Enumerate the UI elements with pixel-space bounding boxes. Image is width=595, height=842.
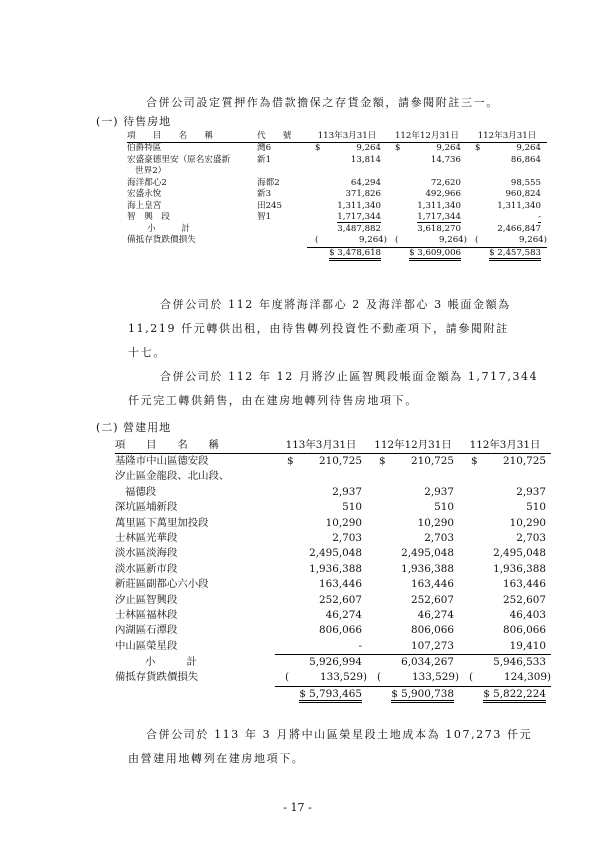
- construction-land-table: [115, 438, 551, 702]
- cell-c1: [307, 201, 387, 213]
- value: 3,618,270: [417, 223, 461, 234]
- cell-c2: [367, 593, 459, 608]
- value: 252,607: [319, 593, 362, 606]
- value: $ 5,822,224: [483, 688, 546, 703]
- cell-c1: [275, 485, 367, 500]
- value: 86,864: [510, 154, 541, 165]
- cell-c1: [275, 655, 367, 671]
- cell-c1: [275, 639, 367, 655]
- cell-c2: [387, 155, 467, 167]
- row-code: 新3: [257, 189, 272, 199]
- value: 2,703: [516, 531, 546, 544]
- close-paren: ): [543, 235, 547, 245]
- row-name: [127, 247, 257, 259]
- cell-c2: [387, 224, 467, 236]
- value: 806,066: [411, 624, 454, 637]
- cell-c3: [459, 562, 551, 577]
- value: 2,703: [332, 531, 362, 544]
- currency-symbol: $: [287, 455, 294, 467]
- table-row: [115, 593, 551, 608]
- cell-c2: [367, 686, 459, 702]
- cell-c1: [307, 212, 387, 224]
- row-name: 伯爵特區: [127, 143, 162, 153]
- value: 98,555: [510, 177, 541, 188]
- cell-c3: [459, 593, 551, 608]
- table-row: [127, 178, 547, 190]
- cell-c2: [367, 516, 459, 531]
- cell-c1: [275, 469, 367, 484]
- value: 2,937: [332, 485, 362, 498]
- row-name: 福德段: [125, 485, 157, 498]
- row-name: 備抵存貨跌價損失: [115, 671, 199, 684]
- intro-paragraph: 合併公司設定質押作為借款擔保之存貨金額，請參閱附註三一。: [146, 96, 499, 109]
- value: 163,446: [411, 578, 454, 591]
- value: 1,936,388: [309, 562, 362, 575]
- cell-c1: [307, 166, 387, 178]
- cell-c3: [459, 469, 551, 484]
- paragraph-2-line-2: 11,219 仟元轉供出租，由待售轉列投資性不動產項下，請參閱附註: [128, 322, 509, 335]
- value: 10,290: [417, 516, 454, 529]
- row-name: 士林區光華段: [115, 531, 178, 544]
- cell-c2: [387, 247, 467, 259]
- cell-c2: [387, 178, 467, 190]
- row-code: 智1: [257, 212, 272, 222]
- row-name: 淡水區新市段: [115, 562, 178, 575]
- cell-c3: [467, 201, 547, 213]
- currency-symbol: $: [315, 143, 321, 153]
- value: 492,966: [425, 189, 461, 199]
- value: 371,826: [345, 189, 381, 199]
- col-header-c1: 113年3月31日: [307, 130, 387, 143]
- value: 1,936,388: [493, 562, 546, 575]
- paragraph-2-line-1: 合併公司於 112 年度將海洋都心 2 及海洋都心 3 帳面金額為: [160, 298, 511, 311]
- paragraph-4-line-1: 合併公司於 113 年 3 月將中山區榮星段土地成本為 107,273 仟元: [146, 728, 533, 741]
- table-row: [115, 500, 551, 515]
- value: 210,725: [319, 455, 362, 467]
- cell-c2: [387, 201, 467, 213]
- col-header-c3: 112年3月31日: [467, 130, 547, 143]
- cell-c1: [307, 235, 387, 247]
- value: 806,066: [319, 624, 362, 637]
- value: -: [538, 212, 541, 222]
- value: 9,264: [436, 143, 461, 153]
- close-paren: ): [383, 235, 387, 245]
- table-row: [115, 639, 551, 655]
- cell-c3: [459, 531, 551, 546]
- table-row: [127, 212, 547, 224]
- cell-c3: [459, 686, 551, 702]
- paragraph-3-line-1: 合併公司於 112 年 12 月將汐止區智興段帳面金額為 1,717,344: [160, 370, 539, 383]
- value: 510: [526, 501, 546, 514]
- value: 14,736: [430, 154, 461, 165]
- col-header-name: 項 目 名 稱: [127, 130, 257, 143]
- value: $ 5,900,738: [391, 688, 454, 703]
- cell-c3: [459, 500, 551, 515]
- value: 2,703: [424, 531, 454, 544]
- open-paren: (: [395, 235, 399, 245]
- row-code: 新1: [257, 154, 272, 165]
- row-code: 海都2: [257, 177, 280, 188]
- table-header-row: [115, 438, 551, 454]
- value: 1,311,340: [417, 200, 461, 211]
- value: 9,264: [516, 143, 541, 153]
- close-paren: ): [463, 235, 467, 245]
- table-row: [115, 469, 551, 484]
- value: $ 2,457,583: [489, 248, 541, 261]
- value: $ 5,793,465: [299, 688, 362, 703]
- cell-c1: [275, 546, 367, 561]
- held-for-sale-table: [127, 130, 547, 259]
- value: 2,495,048: [401, 547, 454, 560]
- cell-c3: [459, 546, 551, 561]
- col-header-name: 項 目 名 稱: [115, 438, 275, 454]
- value: $ 3,609,006: [409, 248, 461, 261]
- paragraph-4-line-2: 由營建用地轉列在建房地項下。: [128, 752, 305, 765]
- cell-c3: [467, 166, 547, 178]
- row-name: 小 計: [147, 223, 190, 234]
- col-header-c3: 112年3月31日: [459, 438, 551, 454]
- cell-c3: [467, 143, 547, 155]
- cell-c2: [387, 143, 467, 155]
- cell-c3: [467, 189, 547, 201]
- value: 10,290: [325, 516, 362, 529]
- row-name: 小 計: [145, 655, 197, 668]
- cell-c1: [307, 178, 387, 190]
- open-paren: (: [285, 671, 290, 684]
- page-number: - 17 -: [283, 801, 312, 814]
- table-row: [115, 485, 551, 500]
- row-name: 中山區榮星段: [115, 639, 178, 652]
- row-name: 海洋都心2: [127, 177, 167, 188]
- value: 1,717,344: [417, 212, 461, 222]
- value: 46,274: [325, 608, 362, 621]
- row-name: 智 興 段: [127, 212, 170, 222]
- value: 252,607: [411, 593, 454, 606]
- row-name: 備抵存貨跌價損失: [127, 235, 196, 245]
- value: -: [358, 639, 362, 652]
- value: 1,311,340: [337, 200, 381, 211]
- row-name: 宏盛永悅: [127, 189, 162, 199]
- value: 3,487,882: [337, 223, 381, 234]
- close-paren: ): [454, 671, 459, 684]
- table-row: [115, 531, 551, 546]
- value: 19,410: [509, 639, 546, 652]
- open-paren: (: [315, 235, 319, 245]
- value: 2,937: [424, 485, 454, 498]
- cell-c3: [459, 608, 551, 623]
- value: $ 3,478,618: [329, 248, 381, 261]
- table-row: [115, 562, 551, 577]
- col-header-c2: 112年12月31日: [367, 438, 459, 454]
- close-paren: ): [362, 671, 367, 684]
- cell-c3: [459, 454, 551, 470]
- value: 9,264: [519, 235, 544, 245]
- paragraph-2-line-3: 十七。: [128, 346, 166, 359]
- value: 2,495,048: [309, 547, 362, 560]
- row-name: [115, 686, 275, 702]
- value: 210,725: [411, 455, 454, 467]
- value: 133,529: [411, 671, 455, 684]
- col-header-c2: 112年12月31日: [387, 130, 467, 143]
- cell-c2: [367, 454, 459, 470]
- row-name: 萬里區下萬里加投段: [115, 516, 209, 529]
- value: 1,717,344: [337, 212, 381, 222]
- table-row: [127, 224, 547, 236]
- value: 2,937: [516, 485, 546, 498]
- cell-c3: [467, 178, 547, 190]
- value: 64,294: [350, 177, 381, 188]
- table-row: [115, 454, 551, 470]
- cell-c2: [387, 189, 467, 201]
- value: 13,814: [350, 154, 381, 165]
- open-paren: (: [475, 235, 479, 245]
- cell-c1: [275, 500, 367, 515]
- value: 5,926,994: [309, 656, 362, 669]
- cell-c2: [387, 166, 467, 178]
- cell-c1: [275, 562, 367, 577]
- row-name: 汐止區智興段: [115, 593, 178, 606]
- cell-c1: [307, 189, 387, 201]
- value: 9,264: [439, 235, 464, 245]
- cell-c1: [275, 454, 367, 470]
- cell-c3: [459, 516, 551, 531]
- row-code: [257, 247, 307, 259]
- value: 10,290: [509, 516, 546, 529]
- cell-c3: [467, 247, 547, 259]
- value: 9,264: [356, 143, 381, 153]
- cell-c3: [459, 623, 551, 638]
- table-row: [127, 143, 547, 155]
- cell-c1: [275, 686, 367, 702]
- cell-c1: [275, 623, 367, 638]
- value: 163,446: [503, 578, 546, 591]
- value: 133,529: [319, 671, 363, 684]
- cell-c3: [459, 577, 551, 592]
- open-paren: (: [377, 671, 382, 684]
- row-name: 基隆市中山區德安段: [115, 455, 209, 467]
- paragraph-3-line-2: 仟元完工轉供銷售，由在建房地轉列待售房地項下。: [128, 394, 418, 407]
- table-row: [127, 247, 547, 259]
- cell-c2: [387, 235, 467, 247]
- cell-c1: [275, 593, 367, 608]
- value: 6,034,267: [401, 656, 454, 669]
- row-name: 世界2）: [135, 166, 167, 176]
- cell-c1: [275, 608, 367, 623]
- cell-c1: [275, 531, 367, 546]
- row-code: [257, 166, 307, 178]
- row-name: 海上皇宮: [127, 200, 162, 211]
- cell-c2: [367, 531, 459, 546]
- cell-c1: [307, 224, 387, 236]
- currency-symbol: $: [379, 455, 386, 467]
- row-name: 內湖區石潭段: [115, 624, 178, 637]
- currency-symbol: $: [395, 143, 401, 153]
- cell-c1: [275, 670, 367, 686]
- value: 9,264: [359, 235, 384, 245]
- value: 5,946,533: [493, 656, 546, 669]
- value: 210,725: [503, 455, 546, 467]
- value: 806,066: [503, 624, 546, 637]
- row-name: 宏盛豪德里安（原名宏盛新: [127, 154, 231, 165]
- table-row: [127, 235, 547, 247]
- cell-c1: [307, 143, 387, 155]
- value: 124,309: [503, 671, 547, 684]
- col-header-c1: 113年3月31日: [275, 438, 367, 454]
- row-code: 灣6: [257, 143, 272, 153]
- value: 72,620: [430, 177, 461, 188]
- table-row: [127, 201, 547, 213]
- row-name: 新莊區副都心六小段: [115, 578, 209, 591]
- cell-c2: [367, 469, 459, 484]
- table-row: [115, 608, 551, 623]
- table-row: [115, 546, 551, 561]
- col-header-code: 代 號: [257, 130, 307, 143]
- cell-c2: [367, 485, 459, 500]
- table-row: [115, 670, 551, 686]
- table-header-row: [127, 130, 547, 143]
- cell-c3: [459, 670, 551, 686]
- value: 1,311,340: [497, 200, 541, 211]
- table-row: [115, 516, 551, 531]
- table-row: [115, 577, 551, 592]
- value: 163,446: [319, 578, 362, 591]
- row-code: [257, 235, 307, 247]
- row-name: 深坑區埔新段: [115, 501, 178, 514]
- cell-c2: [387, 212, 467, 224]
- row-code: [257, 224, 307, 236]
- cell-c1: [275, 577, 367, 592]
- cell-c1: [307, 247, 387, 259]
- cell-c2: [367, 546, 459, 561]
- table-row: [115, 623, 551, 638]
- cell-c2: [367, 655, 459, 671]
- cell-c2: [367, 500, 459, 515]
- value: 2,495,048: [493, 547, 546, 560]
- cell-c2: [367, 562, 459, 577]
- value: 107,273: [411, 639, 454, 652]
- value: 252,607: [503, 593, 546, 606]
- section1-heading: (一) 待售房地: [96, 115, 172, 128]
- cell-c3: [459, 639, 551, 655]
- currency-symbol: $: [471, 455, 478, 467]
- cell-c2: [367, 639, 459, 655]
- cell-c3: [467, 155, 547, 167]
- cell-c2: [367, 577, 459, 592]
- section2-heading: (二) 營建用地: [96, 421, 172, 434]
- row-name: 士林區福林段: [115, 608, 178, 621]
- cell-c1: [307, 155, 387, 167]
- table-row: [115, 686, 551, 702]
- row-code: 田245: [257, 200, 282, 211]
- value: 46,403: [509, 608, 546, 621]
- value: 46,274: [417, 608, 454, 621]
- row-name: 淡水區淡海段: [115, 547, 178, 560]
- open-paren: (: [469, 671, 474, 684]
- close-paren: ): [546, 671, 551, 684]
- cell-c3: [459, 485, 551, 500]
- cell-c2: [367, 623, 459, 638]
- cell-c3: [467, 224, 547, 236]
- cell-c2: [367, 608, 459, 623]
- value: 510: [342, 501, 362, 514]
- row-name: 汐止區金龍段、北山段、: [115, 470, 230, 483]
- value: 960,824: [505, 189, 541, 199]
- currency-symbol: $: [475, 143, 481, 153]
- table-row: [115, 655, 551, 671]
- cell-c3: [467, 235, 547, 247]
- cell-c1: [275, 516, 367, 531]
- table-row: [127, 189, 547, 201]
- table-row: [127, 166, 547, 178]
- cell-c2: [367, 670, 459, 686]
- value: 510: [434, 501, 454, 514]
- value: 2,466,847: [497, 223, 541, 234]
- cell-c3: [459, 655, 551, 671]
- value: 1,936,388: [401, 562, 454, 575]
- table-row: [127, 155, 547, 167]
- cell-c3: [467, 212, 547, 224]
